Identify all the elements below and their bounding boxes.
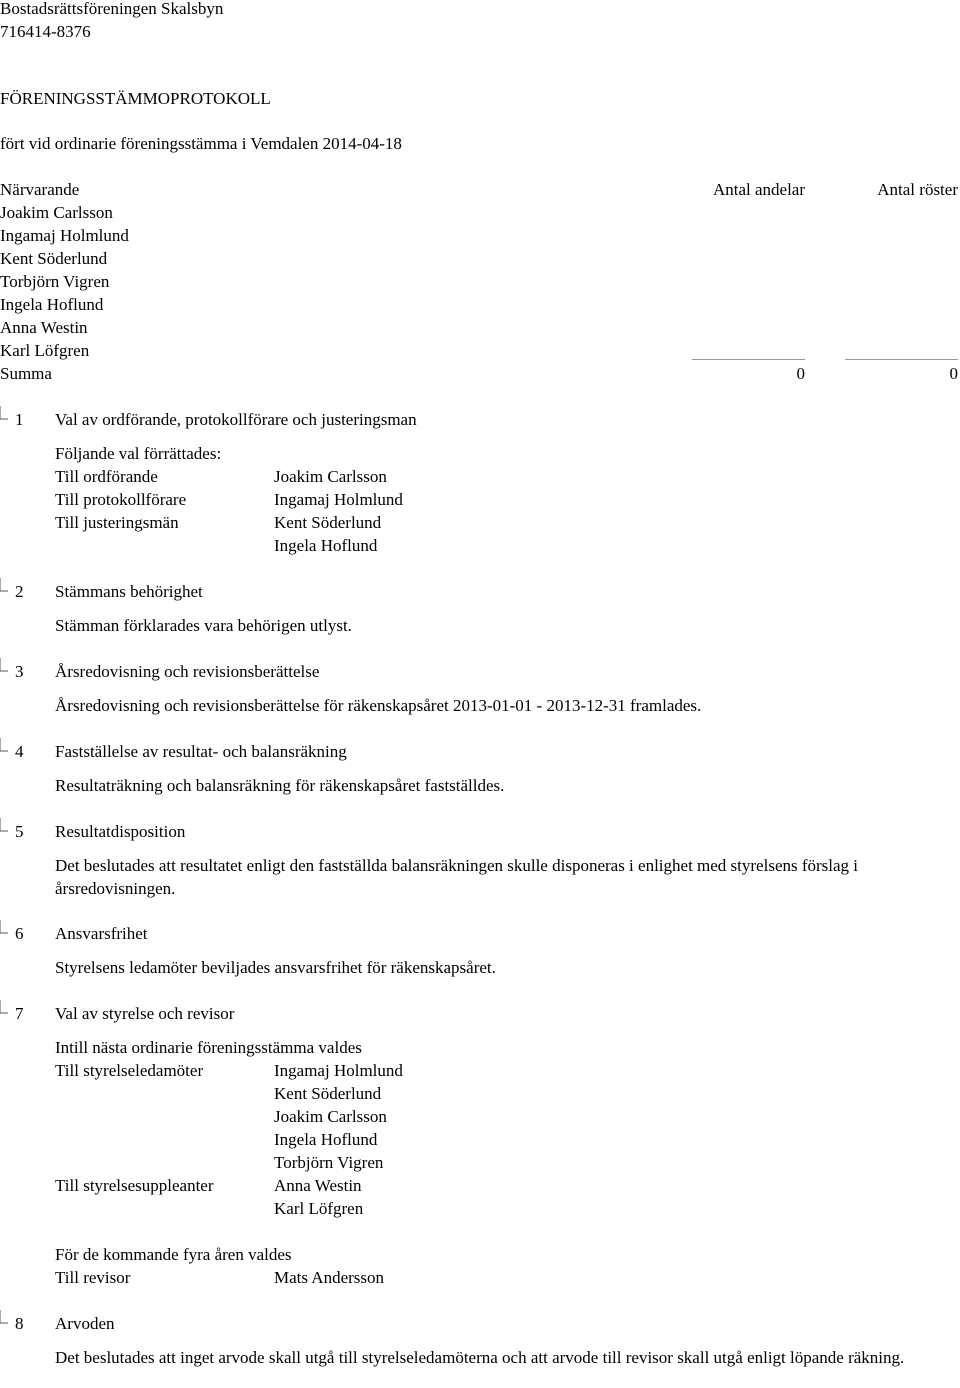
- document-subtitle: fört vid ordinarie föreningsstämma i Vemdalen 2014-04-18: [0, 134, 402, 153]
- section-title: Fastställelse av resultat- och balansräkning: [55, 742, 347, 761]
- document-title: FÖRENINGSSTÄMMOPROTOKOLL: [0, 89, 271, 108]
- col-header-shares: Antal andelar: [712, 180, 805, 199]
- role-name: Kent Söderlund: [274, 513, 382, 532]
- section-number: 1: [15, 410, 24, 429]
- section-body: Årsredovisning och revisionsberättelse för räkenskapsåret 2013-01-01 - 2013-12-31 framlades.: [55, 696, 702, 715]
- section-number: 8: [15, 1314, 24, 1333]
- section-body: Styrelsens ledamöter beviljades ansvarsfrihet för räkenskapsåret.: [55, 958, 496, 977]
- role-label: Till justeringsmän: [55, 513, 179, 532]
- section-number: 5: [15, 822, 24, 841]
- role-name: Ingamaj Holmlund: [274, 490, 403, 509]
- board-member: Joakim Carlsson: [274, 1107, 387, 1126]
- section-number: 7: [15, 1004, 24, 1023]
- attendee-name: Joakim Carlsson: [0, 203, 113, 222]
- section-corner-mark: [0, 920, 10, 934]
- section-intro: Intill nästa ordinarie föreningsstämma valdes: [55, 1038, 362, 1057]
- section-corner-mark: [0, 818, 10, 832]
- deputy-member: Karl Löfgren: [274, 1199, 364, 1218]
- deputy-member: Anna Westin: [274, 1176, 362, 1195]
- section-corner-mark: [0, 738, 10, 752]
- sum-rule-votes: [845, 359, 958, 360]
- section-number: 2: [15, 582, 24, 601]
- section-title: Ansvarsfrihet: [55, 924, 148, 943]
- auditor-label: Till revisor: [55, 1268, 131, 1287]
- attendee-name: Anna Westin: [0, 318, 88, 337]
- section-title: Årsredovisning och revisionsberättelse: [55, 662, 320, 681]
- section-intro: Följande val förrättades:: [55, 444, 222, 463]
- board-member: Ingamaj Holmlund: [274, 1061, 403, 1080]
- sum-rule-shares: [692, 359, 805, 360]
- section-corner-mark: [0, 1000, 10, 1014]
- section-corner-mark: [0, 1310, 10, 1324]
- section-title: Arvoden: [55, 1314, 115, 1333]
- auditor-name: Mats Andersson: [274, 1268, 385, 1287]
- sum-shares: 0: [796, 364, 805, 383]
- section-corner-mark: [0, 578, 10, 592]
- attendee-name: Ingamaj Holmlund: [0, 226, 129, 245]
- section-number: 3: [15, 662, 24, 681]
- section-body: Resultaträkning och balansräkning för räkenskapsåret fastställdes.: [55, 776, 505, 795]
- deputies-label: Till styrelsesuppleanter: [55, 1176, 214, 1195]
- sum-label: Summa: [0, 364, 52, 383]
- section-number: 6: [15, 924, 24, 943]
- role-label: Till protokollförare: [55, 490, 187, 509]
- section-title: Stämmans behörighet: [55, 582, 203, 601]
- org-number: 716414-8376: [0, 22, 91, 41]
- role-name: Joakim Carlsson: [274, 467, 387, 486]
- board-member: Ingela Hoflund: [274, 1130, 378, 1149]
- section-corner-mark: [0, 406, 10, 420]
- section-number: 4: [15, 742, 24, 761]
- board-member: Torbjörn Vigren: [274, 1153, 384, 1172]
- section-intro-2: För de kommande fyra åren valdes: [55, 1245, 292, 1264]
- attendee-name: Ingela Hoflund: [0, 295, 104, 314]
- section-title: Val av styrelse och revisor: [55, 1004, 235, 1023]
- section-corner-mark: [0, 658, 10, 672]
- section-body: Stämman förklarades vara behörigen utlyst.: [55, 616, 352, 635]
- sum-votes: 0: [949, 364, 958, 383]
- section-body: Det beslutades att inget arvode skall utgå till styrelseledamöterna och att arvode till revisor skall utgå enligt löpande räkning.: [55, 1348, 905, 1367]
- board-label: Till styrelseledamöter: [55, 1061, 204, 1080]
- attendee-name: Kent Söderlund: [0, 249, 108, 268]
- role-label: Till ordförande: [55, 467, 158, 486]
- section-body: Det beslutades att resultatet enligt den fastställda balansräkningen skulle disponeras i enlighet med styrelsens förslag i årsredovisningen.: [55, 856, 859, 898]
- attendee-name: Torbjörn Vigren: [0, 272, 110, 291]
- section-title: Resultatdisposition: [55, 822, 186, 841]
- col-header-votes: Antal röster: [877, 180, 958, 199]
- role-name: Ingela Hoflund: [274, 536, 378, 555]
- board-member: Kent Söderlund: [274, 1084, 382, 1103]
- col-header-present: Närvarande: [0, 180, 80, 199]
- section-title: Val av ordförande, protokollförare och justeringsman: [55, 410, 417, 429]
- org-name: Bostadsrättsföreningen Skalsbyn: [0, 0, 224, 18]
- attendee-name: Karl Löfgren: [0, 341, 90, 360]
